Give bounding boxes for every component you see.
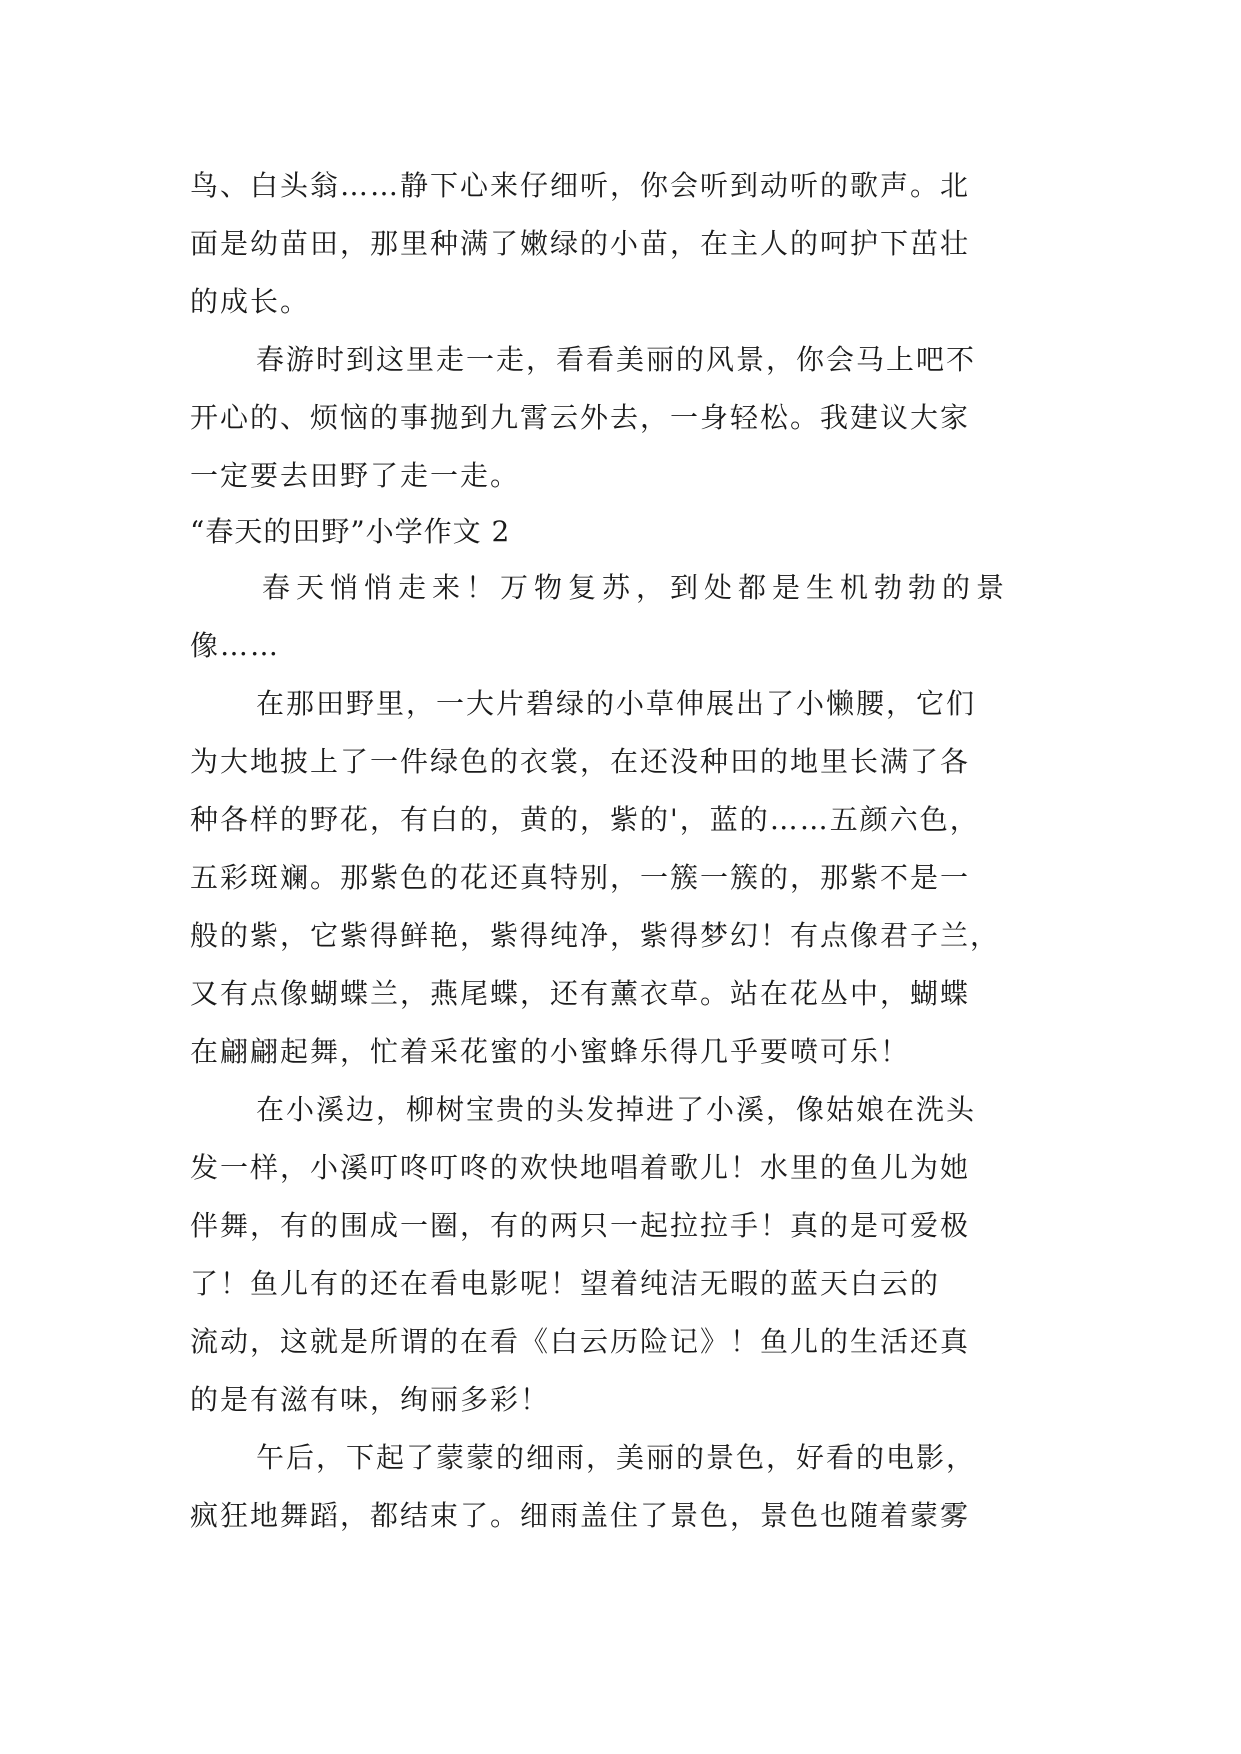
text-line: 般的紫，它紫得鲜艳，紫得纯净，紫得梦幻！有点像君子兰， (190, 919, 1001, 952)
text-line: 流动，这就是所谓的在看《白云历险记》！鱼儿的生活还真 (190, 1325, 971, 1358)
text-line: 春天悄悄走来！万物复苏，到处都是生机勃勃的景 (262, 571, 1011, 604)
text-line: 一定要去田野了走一走。 (190, 459, 521, 492)
text-line: 午后，下起了蒙蒙的细雨，美丽的景色，好看的电影， (256, 1441, 977, 1474)
text-line: 在那田野里，一大片碧绿的小草伸展出了小懒腰，它们 (256, 687, 977, 720)
text-line: 的是有滋有味，绚丽多彩！ (190, 1383, 551, 1416)
text-line: 了！鱼儿有的还在看电影呢！望着纯洁无暇的蓝天白云的 (190, 1267, 941, 1300)
text-line: 为大地披上了一件绿色的衣裳，在还没种田的地里长满了各 (190, 745, 971, 778)
text-line: 春游时到这里走一走，看看美丽的风景，你会马上吧不 (256, 343, 977, 376)
text-line: 又有点像蝴蝶兰，燕尾蝶，还有薰衣草。站在花丛中，蝴蝶 (190, 977, 971, 1010)
text-line: 像…… (190, 629, 281, 662)
text-line: 伴舞，有的围成一圈，有的两只一起拉拉手！真的是可爱极 (190, 1209, 971, 1242)
text-line: 面是幼苗田，那里种满了嫩绿的小苗，在主人的呵护下茁壮 (190, 227, 971, 260)
text-line: 开心的、烦恼的事抛到九霄云外去，一身轻松。我建议大家 (190, 401, 971, 434)
text-line: 疯狂地舞蹈，都结束了。细雨盖住了景色，景色也随着蒙雾 (190, 1499, 971, 1532)
text-line: 的成长。 (190, 285, 311, 318)
text-line: 在翩翩起舞，忙着采花蜜的小蜜蜂乐得几乎要喷可乐！ (190, 1035, 911, 1068)
text-line: 鸟、白头翁……静下心来仔细听，你会听到动听的歌声。北 (190, 169, 971, 202)
text-line: 在小溪边，柳树宝贵的头发掉进了小溪，像姑娘在洗头 (256, 1093, 977, 1126)
section-heading: “春天的田野”小学作文 2 (190, 515, 511, 548)
text-line: 发一样，小溪叮咚叮咚的欢快地唱着歌儿！水里的鱼儿为她 (190, 1151, 971, 1184)
text-line: 五彩斑斓。那紫色的花还真特别，一簇一簇的，那紫不是一 (190, 861, 971, 894)
text-line: 种各样的野花，有白的，黄的，紫的'，蓝的……五颜六色， (190, 803, 980, 836)
